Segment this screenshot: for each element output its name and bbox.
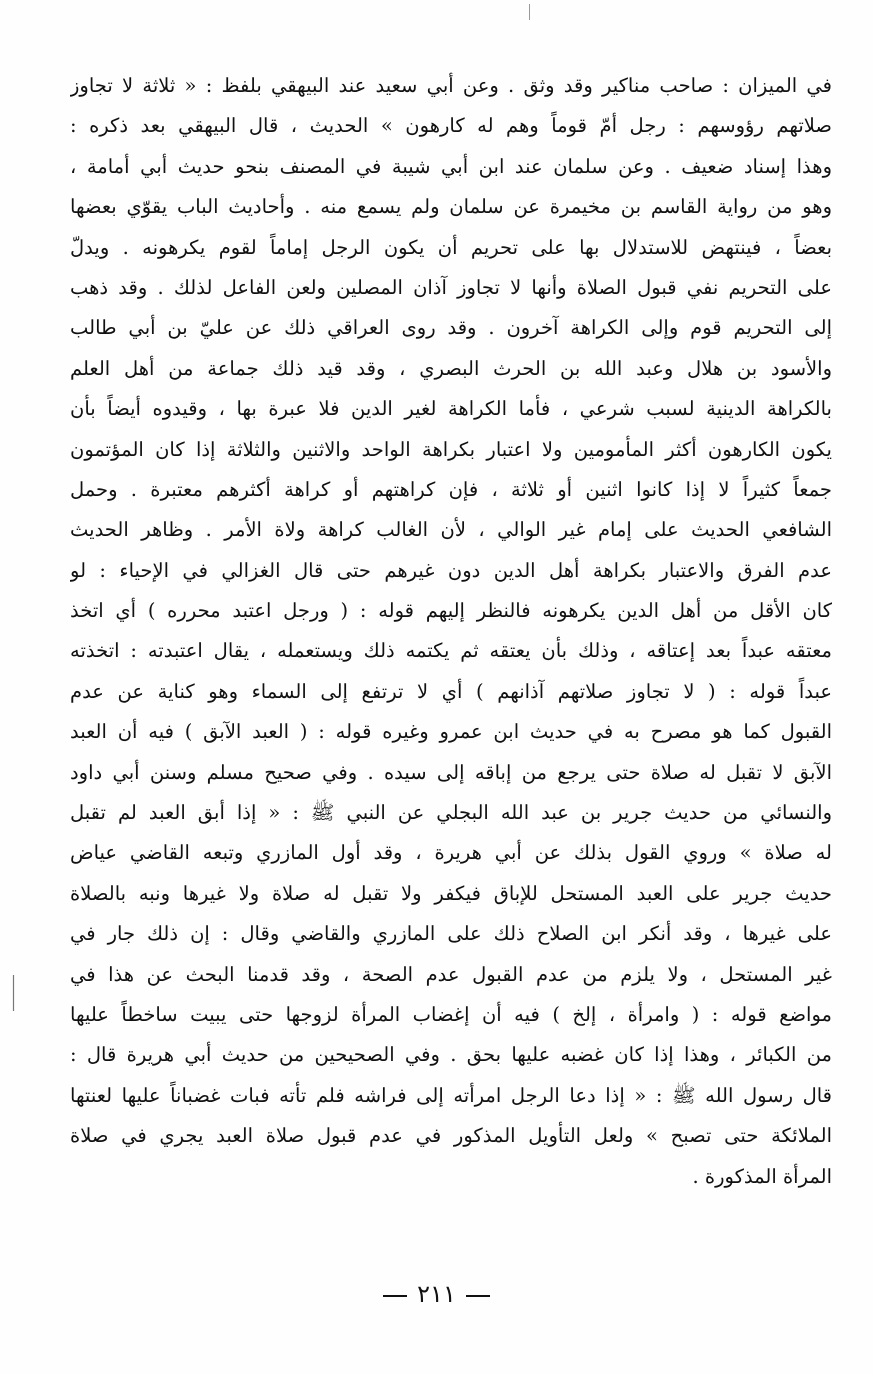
text-line: جمعاً كثيراً لا إذا كانوا اثنين أو ثلاثة ، فإن كراهتهم أو كراهة أكثرهم معتبرة . وحمل [70, 477, 832, 501]
text-line: الشافعي الحديث على إمام غير الوالي ، لأن الغالب كراهة ولاة الأمر . وظاهر الحديث [70, 518, 832, 542]
text-line: وهذا إسناد ضعيف . وعن سلمان عند ابن أبي شيبة في المصنف بنحو حديث أبي أمامة ، [70, 154, 832, 178]
text-line-final: المرأة المذكورة . [692, 1164, 832, 1188]
text-line: غير المستحل ، ولا يلزم من عدم القبول عدم الصحة ، وقد قدمنا البحث عن هذا في [70, 962, 832, 986]
text-line: على غيرها ، وقد أنكر ابن الصلاح ذلك على المازري والقاضي وقال : إن ذلك جار في [70, 922, 832, 946]
text-line: بعضاً ، فينتهض للاستدلال بها على تحريم أن يكون الرجل إماماً لقوم يكرهونه . ويدلّ [70, 235, 832, 259]
text-line: الملائكة حتى تصبح » ولعل التأويل المذكور في عدم قبول صلاة العبد يجري في صلاة [70, 1124, 832, 1148]
page-number-text: ٢١١ [417, 1280, 456, 1308]
text-line: من الكبائر ، وهذا إذا كان غضبه عليها بحق . وفي الصحيحين من حديث أبي هريرة قال : [70, 1043, 832, 1067]
dash-right [466, 1295, 490, 1297]
text-line: له صلاة » وروي القول بذلك عن أبي هريرة ، وقد أول المازري وتبعه القاضي عياض [70, 841, 832, 865]
text-line: قال رسول الله ﷺ : « إذا دعا الرجل امرأته إلى فراشه فلم تأته فبات غضباناً عليها لعنتها [70, 1083, 832, 1107]
text-line: وهو من رواية القاسم بن مخيمرة عن سلمان ولم يسمع منه . وأحاديث الباب يقوّي بعضها [70, 195, 832, 219]
text-line: إلى التحريم قوم وإلى الكراهة آخرون . وقد روى العراقي ذلك عن عليّ بن أبي طالب [70, 316, 832, 340]
text-line: بالكراهة الدينية لسبب شرعي ، فأما الكراهة لغير الدين فلا عبرة بها ، وقيدوه أيضاً بأن [70, 397, 832, 421]
margin-mark [12, 975, 15, 1011]
text-line: مواضع قوله : ( وامرأة ، إلخ ) فيه أن إغضاب المرأة لزوجها حتى يبيت ساخطاً عليها [70, 1002, 832, 1026]
scan-mark [528, 4, 531, 20]
text-line: في الميزان : صاحب مناكير وقد وثق . وعن أبي سعيد عند البيهقي بلفظ : « ثلاثة لا تجاوز [70, 74, 832, 97]
text-line: عبداً قوله : ( لا تجاوز صلاتهم آذانهم ) أي لا ترتفع إلى السماء وهو كناية عن عدم [70, 679, 832, 703]
text-line: القبول كما هو مصرح به في حديث ابن عمرو وغيره قوله : ( العبد الآبق ) فيه أن العبد [70, 720, 832, 744]
text-line: كان الأقل من أهل الدين يكرهونه فالنظر إليهم قوله : ( ورجل اعتبد محرره ) أي اتخذ [70, 599, 832, 623]
text-line: معتقه عبداً بعد إعتاقه ، وذلك بأن يعتقه ثم يكتمه ذلك ويستعمله ، يقال اعتبدته : اتخذته [70, 639, 832, 663]
dash-left [383, 1295, 407, 1297]
body-text [70, 66, 832, 1197]
text-line: يكون الكارهون أكثر المأمومين ولا اعتبار بكراهة الواحد والاثنين والثلاثة إذا كان المؤتمون [70, 437, 832, 461]
text-line: صلاتهم رؤوسهم : رجل أمّ قوماً وهم له كارهون » الحديث ، قال البيهقي بعد ذكره : [70, 114, 832, 138]
page-number [0, 1280, 873, 1308]
text-line: حديث جرير على العبد المستحل للإباق فيكفر ولا تقبل له صلاة ولا غيرها ونبه بالصلاة [70, 881, 832, 905]
text-line: والنسائي من حديث جرير بن عبد الله البجلي عن النبي ﷺ : « إذا أبق العبد لم تقبل [70, 801, 832, 825]
text-line: عدم الفرق والاعتبار بكراهة أهل الدين دون غيرهم حتى قال الغزالي في الإحياء : لو [70, 558, 832, 582]
text-line: الآبق لا تقبل له صلاة حتى يرجع من إباقه إلى سيده . وفي صحيح مسلم وسنن أبي داود [70, 760, 832, 784]
text-line: على التحريم نفي قبول الصلاة وأنها لا تجاوز آذان المصلين ولعن الفاعل لذلك . وقد ذهب [70, 275, 832, 299]
text-line: والأسود بن هلال وعبد الله بن الحرث البصري ، وقد قيد ذلك جماعة من أهل العلم [70, 356, 832, 380]
